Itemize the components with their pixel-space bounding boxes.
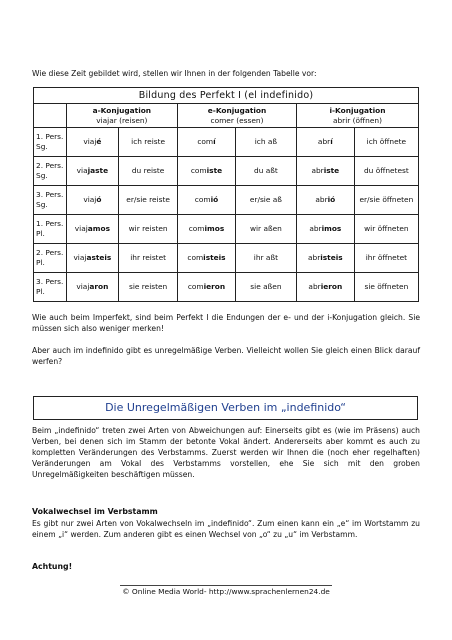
heading-achtung: Achtung! [32,562,73,571]
table-row [34,157,419,186]
verb-stem: abr [317,137,331,146]
verb-stem: viaj [83,137,97,146]
footer-divider [120,585,332,586]
a-conjugated-form [66,157,119,186]
heading-vokalwechsel: Vokalwechsel im Verbstamm [32,507,158,516]
person-label: 2. Pers. Pl. [34,244,67,273]
person-label: 2. Pers. Sg. [34,157,67,186]
verb-ending: ió [327,195,336,204]
a-conjugated-form [66,244,119,273]
header-a-konjugation [66,104,177,128]
verb-ending: í [213,137,216,146]
a-translation: ich reiste [119,128,178,157]
paragraph-vokalwechsel: Es gibt nur zwei Arten von Vokalwechseln im „indefinido“. Zum einen kann ein „e“ im Wortstamm zu einem „i“ werden. Zum anderen gibt es einen Wechsel von „o“ zu „u“ im Verbstamm. [32,519,420,539]
paragraph-irregular-hint: Aber auch im indefinido gibt es unregelmäßige Verben. Vielleicht wollen Sie gleich einen Blick darauf werfen? [32,346,420,366]
verb-ending: isteis [320,253,343,262]
conjugation-table [33,87,419,302]
verb-stem: com [187,282,204,291]
e-translation: er/sie aß [235,186,296,215]
i-translation: du öffnetest [354,157,418,186]
e-conjugated-form [178,215,236,244]
verb-ending: imos [204,224,225,233]
verb-stem: abr [308,282,321,291]
group-name: a-Konjugation [92,105,152,115]
verb-stem: via [76,166,88,175]
header-i-konjugation [296,104,418,128]
verb-ending: jaste [87,166,109,175]
group-example: viajar (reisen) [96,115,148,125]
e-translation: ich aß [235,128,296,157]
verb-stem: com [197,137,214,146]
a-conjugated-form [66,128,119,157]
verb-ending: ieron [203,282,226,291]
verb-ending: iste [323,166,340,175]
header-e-konjugation [178,104,297,128]
verb-ending: ieron [320,282,343,291]
intro-text: Wie diese Zeit gebildet wird, stellen wir Ihnen in der folgenden Tabelle vor: [32,69,317,78]
i-conjugated-form [296,157,354,186]
paragraph-endings: Wie auch beim Imperfekt, sind beim Perfekt I die Endungen der e- und der i-Konjugation gleich. Sie müssen sich also weniger merken! [32,313,420,333]
person-label: 1. Pers. Pl. [34,215,67,244]
verb-stem: com [188,224,205,233]
verb-ending: amos [87,224,110,233]
e-conjugated-form [178,157,236,186]
verb-stem: abr [309,224,322,233]
section-title-box [33,396,418,420]
table-corner-cell [34,104,67,128]
e-conjugated-form [178,273,236,302]
i-conjugated-form [296,186,354,215]
verb-ending: imos [321,224,342,233]
i-translation: wir öffneten [354,215,418,244]
a-translation: ihr reistet [119,244,178,273]
person-label: 1. Pers. Sg. [34,128,67,157]
a-translation: du reiste [119,157,178,186]
verb-ending: isteis [203,253,226,262]
verb-stem: abr [307,253,321,262]
e-translation: sie aßen [235,273,296,302]
group-example: comer (essen) [210,115,264,125]
i-conjugated-form [296,215,354,244]
verb-ending: í [330,137,333,146]
a-translation: er/sie reiste [119,186,178,215]
verb-stem: com [194,195,211,204]
i-translation: er/sie öffneten [354,186,418,215]
table-row [34,128,419,157]
verb-stem: viaj [74,224,88,233]
i-conjugated-form [296,128,354,157]
verb-stem: com [190,166,207,175]
verb-ending: ió [210,195,219,204]
i-translation: ich öffnete [354,128,418,157]
verb-stem: viaj [76,282,90,291]
verb-ending: asteis [86,253,112,262]
table-row [34,186,419,215]
verb-stem: abr [315,195,328,204]
a-translation: sie reisten [119,273,178,302]
e-conjugated-form [178,186,236,215]
i-conjugated-form [296,273,354,302]
verb-ending: é [96,137,102,146]
e-conjugated-form [178,128,236,157]
table-row [34,273,419,302]
a-conjugated-form [66,273,119,302]
table-row [34,215,419,244]
verb-stem: viaj [83,195,97,204]
section-title: Die Unregelmäßigen Verben im „indefinido“ [105,401,346,414]
i-translation: ihr öffnetet [354,244,418,273]
table-row [34,244,419,273]
person-label: 3. Pers. Pl. [34,273,67,302]
verb-ending: iste [206,166,223,175]
verb-stem: viaj [73,253,87,262]
group-name: e-Konjugation [207,105,267,115]
group-name: i-Konjugation [329,105,386,115]
i-conjugated-form [296,244,354,273]
verb-stem: abr [311,166,324,175]
footer-text: © Online Media World- http://www.sprachenlernen24.de [122,587,330,596]
e-translation: du aßt [235,157,296,186]
e-translation: ihr aßt [235,244,296,273]
paragraph-deviations: Beim „indefinido“ treten zwei Arten von Abweichungen auf: Einerseits gibt es (wie im Präsens) auch Verben, bei denen sich im Stamm der betonte Vokal ändert. Andererseits aber kommt es auch zu kompletten Veränderungen des Verbstamms. Zuerst werden wir Ihnen die (noch eher regelhaften) Veränderungen am Vokal des Verbstamms vorstellen, ehe Sie sich mit den groben Unregelmäßigkeiten beschäftigen müssen. [32,426,420,479]
a-conjugated-form [66,186,119,215]
e-conjugated-form [178,244,236,273]
verb-ending: ó [96,195,102,204]
table-title: Bildung des Perfekt I (el indefinido) [34,88,419,104]
group-example: abrir (öffnen) [332,115,382,125]
verb-stem: com [187,253,204,262]
e-translation: wir aßen [235,215,296,244]
verb-ending: aron [89,282,109,291]
table-body [34,128,419,302]
a-translation: wir reisten [119,215,178,244]
i-translation: sie öffneten [354,273,418,302]
person-label: 3. Pers. Sg. [34,186,67,215]
a-conjugated-form [66,215,119,244]
